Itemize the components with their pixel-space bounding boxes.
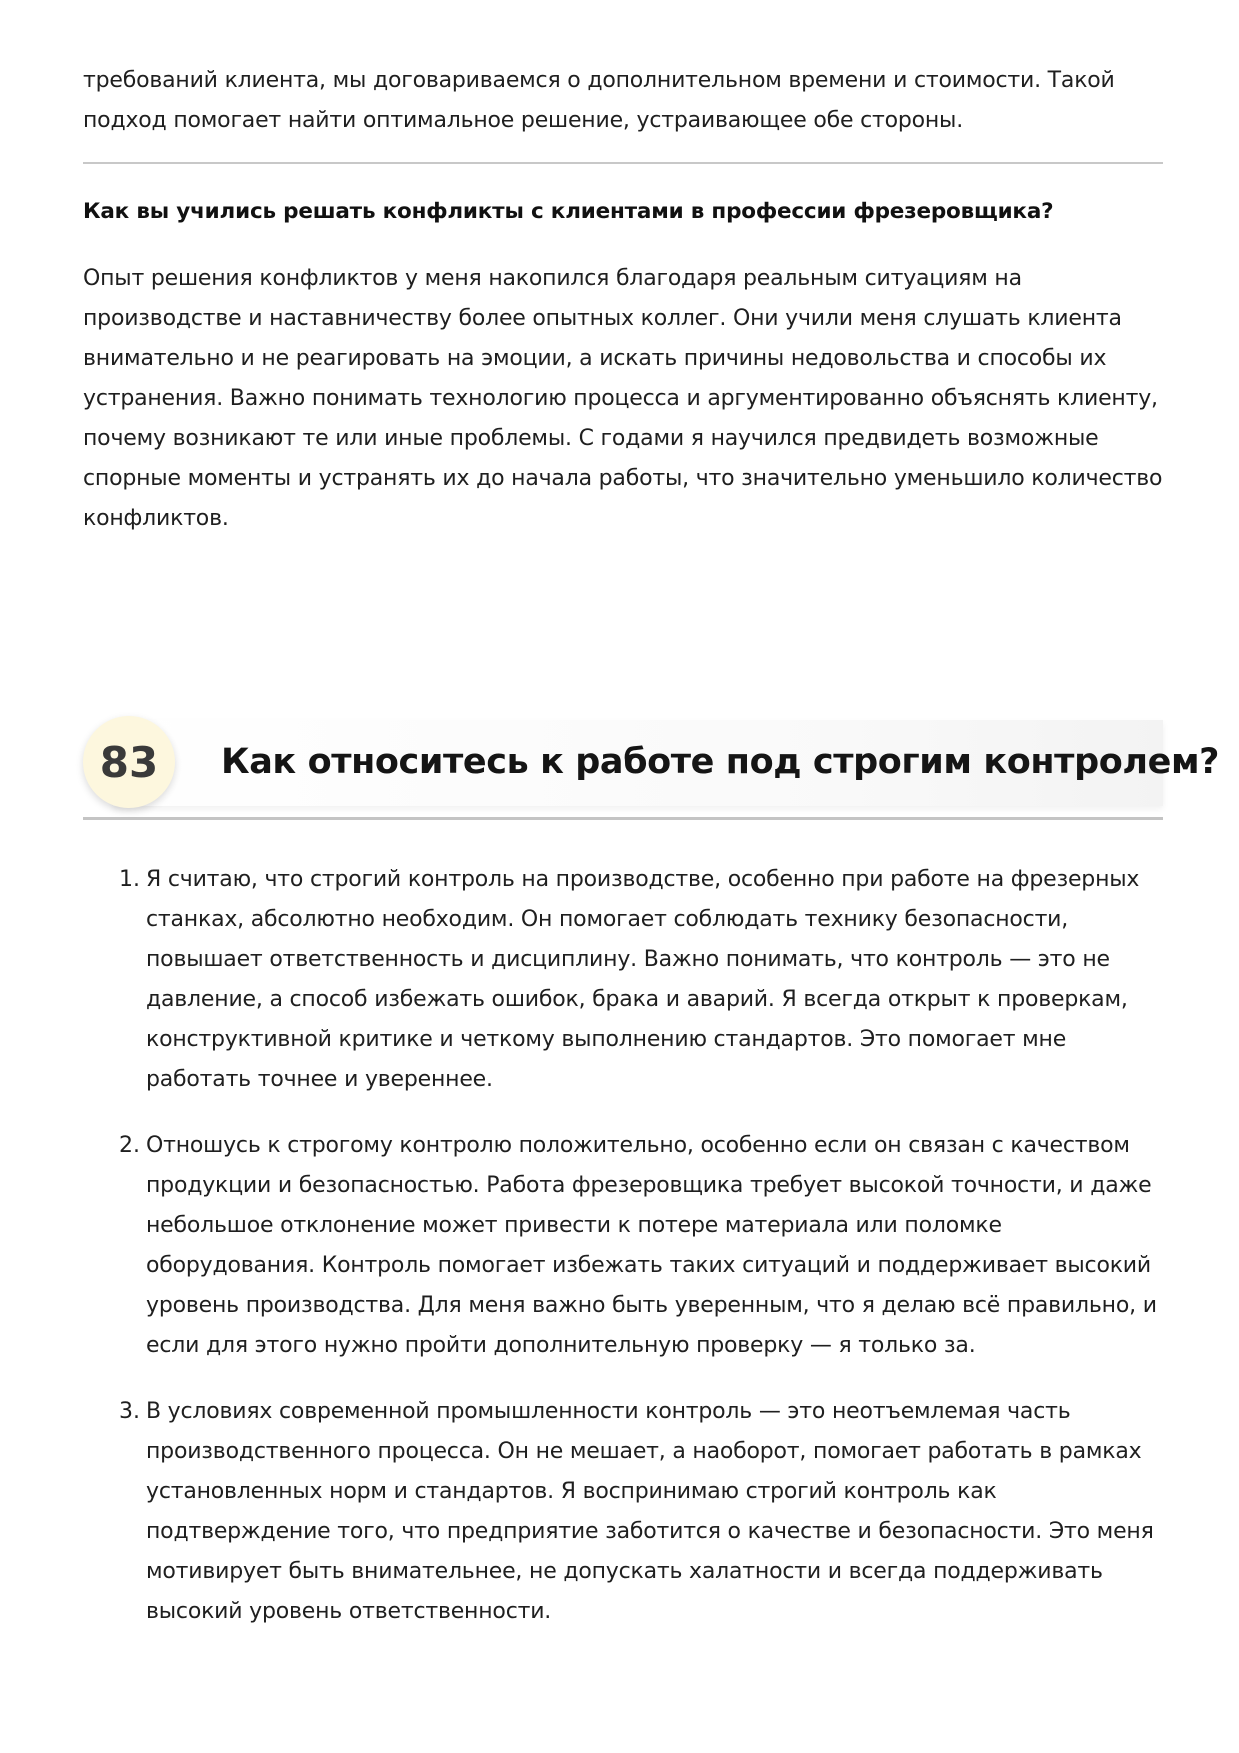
section-divider — [83, 162, 1163, 164]
list-item-text: Отношусь к строгому контролю положительно, особенно если он связан с качеством продукции и безопасностью. Работа фрезеровщика требует высокой точности, и даже небольшое отклонение может привести к потере материала или поломке оборудования. Контроль помогает избежать таких ситуаций и поддерживает высокий уровень производства. Для меня важно быть уверенным, что я делаю всё правильно, и если для этого нужно пройти дополнительную проверку — я только за. — [146, 1133, 1157, 1358]
list-item — [83, 1392, 1163, 1632]
answers-list — [83, 860, 1163, 1658]
list-item-text: В условиях современной промышленности контроль — это неотъемлемая часть производственного процесса. Он не мешает, а наоборот, помогает работать в рамках установленных норм и стандартов. Я воспринимаю строгий контроль как подтверждение того, что предприятие заботится о качестве и безопасности. Это меня мотивирует быть внимательнее, не допускать халатности и всегда поддерживать высокий уровень ответственности. — [146, 1399, 1154, 1624]
section-header — [83, 716, 1220, 812]
list-item — [83, 1126, 1163, 1366]
question-number-badge: 83 — [83, 716, 175, 808]
answer-paragraph: Опыт решения конфликтов у меня накопился благодаря реальным ситуациям на производстве и наставничеству более опытных коллег. Они учили меня слушать клиента внимательно и не реагировать на эмоции, а искать причины недовольства и способы их устранения. Важно понимать технологию процесса и аргументированно объяснять клиенту, почему возникают те или иные проблемы. С годами я научился предвидеть возможные спорные моменты и устранять их до начала работы, что значительно уменьшило количество конфликтов. — [83, 266, 1163, 531]
list-marker: 2. — [119, 1133, 140, 1158]
list-marker: 3. — [119, 1399, 140, 1424]
header-divider — [83, 817, 1163, 820]
question-heading: Как вы учились решать конфликты с клиентами в профессии фрезеровщика? — [83, 199, 1054, 224]
list-item — [83, 860, 1163, 1100]
list-item-text: Я считаю, что строгий контроль на производстве, особенно при работе на фрезерных станках, абсолютно необходим. Он помогает соблюдать технику безопасности, повышает ответственность и дисциплину. Важно понимать, что контроль — это не давление, а способ избежать ошибок, брака и аварий. Я всегда открыт к проверкам, конструктивной критике и четкому выполнению стандартов. Это помогает мне работать точнее и увереннее. — [146, 867, 1140, 1092]
list-marker: 1. — [119, 867, 140, 892]
section-title: Как относитесь к работе под строгим контролем? — [221, 742, 1220, 782]
intro-paragraph: требований клиента, мы договариваемся о дополнительном времени и стоимости. Такой подход помогает найти оптимальное решение, устраивающее обе стороны. — [83, 68, 1115, 133]
